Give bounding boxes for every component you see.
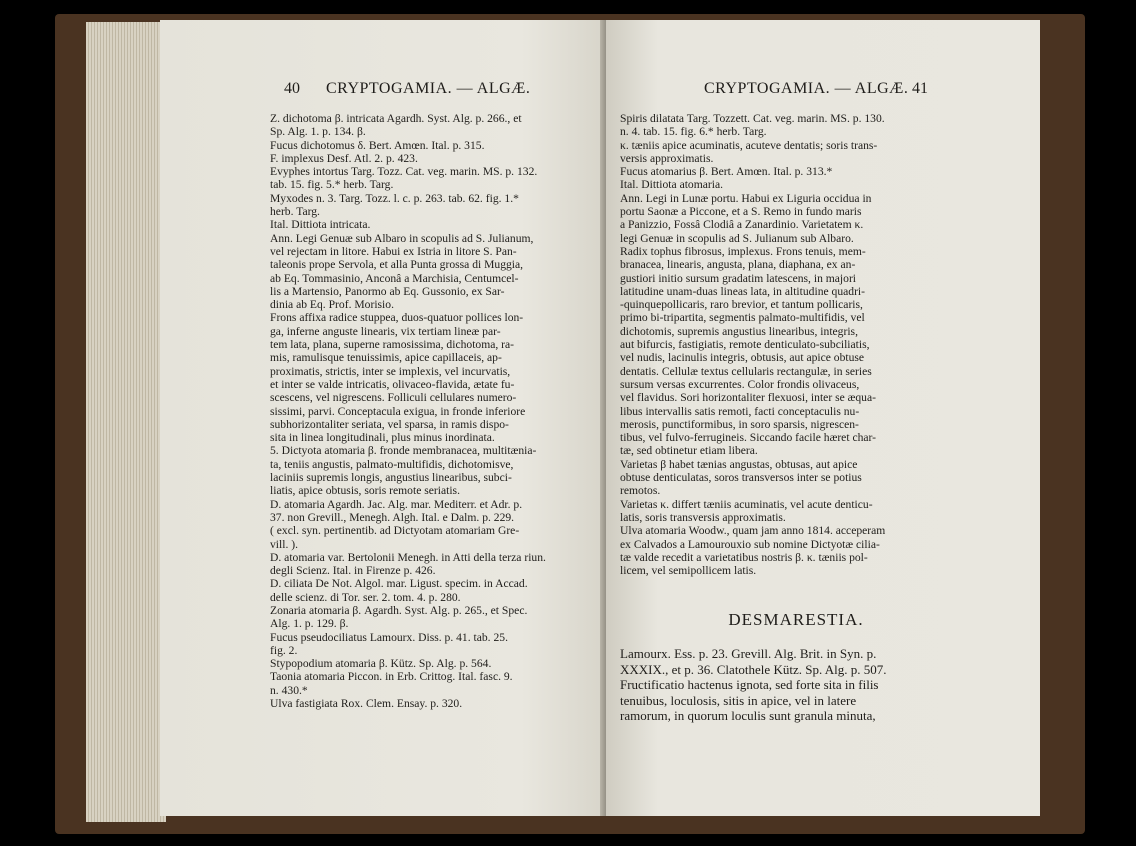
text-line: tæ, sed obtinetur etiam libera. bbox=[620, 444, 758, 458]
text-line: ex Calvados a Lamourouxio sub nomine Dictyotæ cilia- bbox=[620, 537, 880, 551]
text-line: ga, inferne anguste linearis, vix tertiam lineæ par- bbox=[270, 324, 501, 338]
text-line: versis approximatis. bbox=[620, 151, 714, 165]
right-text bbox=[620, 112, 1012, 577]
text-line: primo bi-tripartita, segmentis palmato-multifidis, vel bbox=[620, 311, 865, 325]
text-line: taleonis prope Servola, et alla Punta grossa di Muggia, bbox=[270, 258, 524, 272]
text-line: κ. tæniis apice acuminatis, acuteve dentatis; soris trans- bbox=[620, 138, 878, 152]
page-number: 41 bbox=[912, 80, 928, 97]
text-line: vel rejectam in litore. Habui ex Istria in litore S. Pan- bbox=[270, 244, 517, 258]
text-line: Spiris dilatata Targ. Tozzett. Cat. veg. marin. MS. p. 130. bbox=[620, 112, 885, 125]
right-page bbox=[606, 20, 1040, 816]
text-line: dichotomis, supremis angustius linearibus, integris, bbox=[620, 324, 858, 338]
text-line: vel flavidus. Sori horizontaliter flexuosi, inter se æqua- bbox=[620, 391, 876, 405]
text-line: 5. Dictyota atomaria β. fronde membranacea, multitænia- bbox=[270, 444, 537, 458]
text-line: scescens, vel nigrescens. Folliculi cellulares numero- bbox=[270, 391, 517, 405]
text-line: a Panizzio, Fossâ Clodiâ a Zanardinio. Varietatem κ. bbox=[620, 218, 864, 232]
text-line: Varietas β habet tænias angustas, obtusas, aut apice bbox=[620, 457, 858, 471]
text-line: tæ valde recedit a varietatibus nostris β. κ. tæniis pol- bbox=[620, 550, 868, 564]
page-edges bbox=[86, 22, 166, 822]
text-line: dinia ab Eq. Prof. Morisio. bbox=[270, 298, 394, 312]
text-line: n. 4. tab. 15. fig. 6.* herb. Targ. bbox=[620, 125, 767, 139]
text-line: tem lata, plana, superne ramosissima, dichotoma, ra- bbox=[270, 338, 515, 352]
running-header: CRYPTOGAMIA. — ALGÆ. bbox=[326, 80, 531, 97]
section-title: DESMARESTIA. bbox=[728, 610, 864, 629]
text-line: degli Scienz. Ital. in Firenze p. 426. bbox=[270, 564, 436, 578]
text-line: libus intervallis satis remoti, facti conceptaculis nu- bbox=[620, 404, 860, 418]
text-line: D. atomaria var. Bertolonii Menegh. in Atti della terza riun. bbox=[270, 550, 546, 564]
text-line: remotos. bbox=[620, 484, 661, 498]
text-line: lis a Martensio, Panormo ab Eq. Gussonio, ex Sar- bbox=[270, 284, 505, 298]
left-page bbox=[160, 20, 612, 816]
text-line: ab Eq. Tommasinio, Anconâ a Marchisia, Centumcel- bbox=[270, 271, 519, 285]
text-line: proximatis, strictis, inter se implexis, vel incurvatis, bbox=[270, 364, 511, 378]
text-line: ( excl. syn. pertinentib. ad Dictyotam atomariam Gre- bbox=[270, 524, 520, 538]
text-line: sissimi, parvi. Conceptacula exigua, in fronde inferiore bbox=[270, 404, 526, 418]
text-line: sursum versas excurrentes. Color frondis olivaceus, bbox=[620, 377, 860, 391]
text-line: sita in linea longitudinali, plus minus inordinata. bbox=[270, 431, 495, 445]
text-line: Frons affixa radice stuppea, duos-quatuor pollices lon- bbox=[270, 311, 524, 325]
text-line: mis, ramulisque tenuissimis, apice capillaceis, ap- bbox=[270, 351, 502, 365]
text-line: D. ciliata De Not. Algol. mar. Ligust. specim. in Accad. bbox=[270, 577, 528, 591]
text-line: delle scienz. di Tor. ser. 2. tom. 4. p. 280. bbox=[270, 590, 461, 604]
text-line: Ulva fastigiata Rox. Clem. Ensay. p. 320. bbox=[270, 697, 463, 711]
text-line: Lamourx. Ess. p. 23. Grevill. Alg. Brit. in Syn. p. bbox=[620, 646, 877, 661]
text-line: F. implexus Desf. Atl. 2. p. 423. bbox=[270, 151, 418, 165]
text-line: 37. non Grevill., Menegh. Algh. Ital. e Dalm. p. 229. bbox=[270, 510, 515, 524]
left-text bbox=[270, 112, 588, 710]
text-line: Ann. Legi Genuæ sub Albaro in scopulis ad S. Julianum, bbox=[270, 231, 534, 245]
text-line: tab. 15. fig. 5.* herb. Targ. bbox=[270, 178, 394, 192]
page-number: 40 bbox=[284, 80, 300, 97]
text-line: Fucus atomarius β. Bert. Amœn. Ital. p. 313.* bbox=[620, 165, 833, 179]
text-line: Alg. 1. p. 129. β. bbox=[270, 617, 349, 631]
text-line: Myxodes n. 3. Targ. Tozz. l. c. p. 263. tab. 62. fig. 1.* bbox=[270, 191, 519, 205]
text-line: Ann. Legi in Lunæ portu. Habui ex Liguria occidua in bbox=[620, 191, 872, 205]
text-line: Sp. Alg. 1. p. 134. β. bbox=[270, 125, 366, 139]
text-line: licem, vel semipollicem latis. bbox=[620, 564, 757, 578]
text-line: tibus, vel fulvo-ferrugineis. Siccando facile hæret char- bbox=[620, 431, 877, 445]
text-line: Varietas κ. differt tæniis acuminatis, vel acute denticu- bbox=[620, 497, 873, 511]
text-line: herb. Targ. bbox=[270, 205, 320, 219]
text-line: D. atomaria Agardh. Jac. Alg. mar. Mediterr. et Adr. p. bbox=[270, 497, 523, 511]
text-line: Z. dichotoma β. intricata Agardh. Syst. Alg. p. 266., et bbox=[270, 112, 522, 125]
text-line: subhorizontaliter seriata, vel sparsa, in ramis dispo- bbox=[270, 417, 509, 431]
text-line: legi Genuæ in scopulis ad S. Julianum sub Albaro. bbox=[620, 231, 854, 245]
text-line: latis, soris transversis approximatis. bbox=[620, 510, 786, 524]
text-line: -quinquepollicaris, raro brevior, et tantum pollicaris, bbox=[620, 298, 863, 312]
text-line: Fructificatio hactenus ignota, sed forte sita in filis bbox=[620, 677, 879, 692]
text-line: Fucus pseudociliatus Lamourx. Diss. p. 41. tab. 25. bbox=[270, 630, 508, 644]
text-line: liatis, apice obtusis, soris remote seriatis. bbox=[270, 484, 460, 498]
section-text bbox=[620, 646, 1012, 724]
text-line: laciniis supremis longis, angustius linearibus, subci- bbox=[270, 471, 512, 485]
text-line: portu Saonæ a Piccone, et a S. Remo in fundo maris bbox=[620, 205, 862, 219]
text-line: Ital. Dittiota atomaria. bbox=[620, 178, 724, 192]
text-line: Fucus dichotomus δ. Bert. Amœn. Ital. p. 315. bbox=[270, 138, 485, 152]
text-line: branacea, linearis, angusta, plana, diaphana, ex an- bbox=[620, 258, 856, 272]
text-line: dentatis. Cellulæ textus cellularis rectangulæ, in series bbox=[620, 364, 872, 378]
text-line: obtuse denticulatas, soros transversos inter se potius bbox=[620, 471, 862, 485]
text-line: tenuibus, loculosis, sitis in apice, vel in latere bbox=[620, 692, 857, 708]
text-line: latitudine unam-duas lineas lata, in altitudine quadri- bbox=[620, 284, 866, 298]
text-line: Ulva atomaria Woodw., quam jam anno 1814. acceperam bbox=[620, 524, 886, 538]
running-header: CRYPTOGAMIA. — ALGÆ. bbox=[704, 80, 909, 97]
text-line: ta, teniis angustis, palmato-multifidis, dichotomisve, bbox=[270, 457, 514, 471]
text-line: vill. ). bbox=[270, 537, 299, 551]
text-line: ramorum, in quorum loculis sunt granula minuta, bbox=[620, 708, 876, 723]
text-line: Zonaria atomaria β. Agardh. Syst. Alg. p. 265., et Spec. bbox=[270, 603, 528, 617]
text-line: Stypopodium atomaria β. Kütz. Sp. Alg. p. 564. bbox=[270, 657, 492, 671]
text-line: aut bifurcis, fastigiatis, remote denticulato-subciliatis, bbox=[620, 338, 870, 352]
text-line: Radix tophus fibrosus, implexus. Frons tenuis, mem- bbox=[620, 244, 866, 258]
text-line: XXXIX., et p. 36. Clatothele Kütz. Sp. Alg. p. 507. bbox=[620, 661, 887, 677]
text-line: merosis, punctiformibus, in soro sparsis, nigrescen- bbox=[620, 417, 859, 431]
text-line: vel nudis, lacinulis integris, obtusis, aut apice obtuse bbox=[620, 351, 865, 365]
text-line: Evyphes intortus Targ. Tozz. Cat. veg. marin. MS. p. 132. bbox=[270, 165, 538, 179]
text-line: et inter se valde intricatis, olivaceo-flavida, ætate fu- bbox=[270, 377, 515, 391]
text-line: gustiori initio sursum gradatim latescens, in majori bbox=[620, 271, 857, 285]
text-line: Taonia atomaria Piccon. in Erb. Crittog. Ital. fasc. 9. bbox=[270, 670, 513, 684]
text-line: n. 430.* bbox=[270, 683, 308, 697]
text-line: fig. 2. bbox=[270, 643, 298, 657]
text-line: Ital. Dittiota intricata. bbox=[270, 218, 371, 232]
